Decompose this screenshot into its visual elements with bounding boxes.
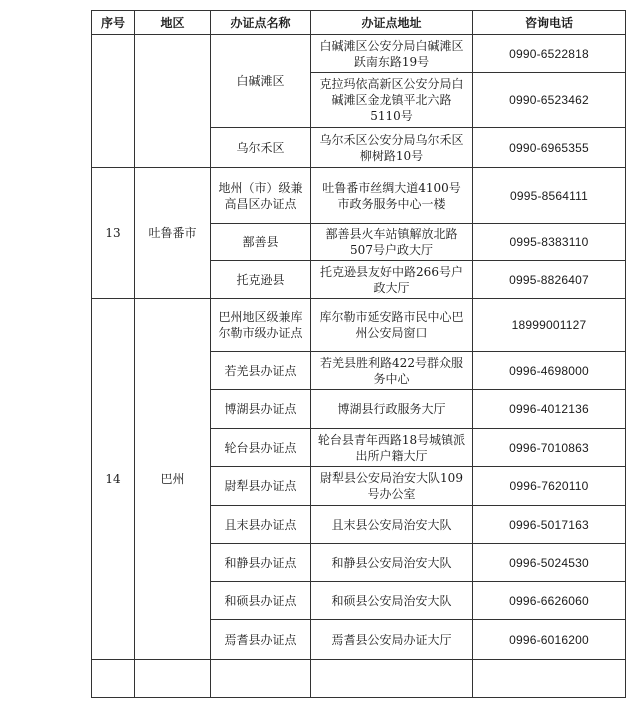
phone-cell: 0995-8826407: [473, 261, 626, 299]
address-cell: 克拉玛依高新区公安分局白碱滩区金龙镇平北六路5110号: [311, 73, 473, 128]
seq-cell: 13: [92, 168, 135, 299]
phone-cell: 0995-8383110: [473, 224, 626, 261]
empty-cell: [92, 660, 135, 698]
phone-cell: 0996-4698000: [473, 352, 626, 390]
address-cell: 乌尔禾区公安分局乌尔禾区柳树路10号: [311, 128, 473, 168]
header-phone: 咨询电话: [473, 11, 626, 35]
address-cell: 和硕县公安局治安大队: [311, 582, 473, 620]
name-cell: 且末县办证点: [211, 506, 311, 544]
phone-cell: 0990-6522818: [473, 35, 626, 73]
name-cell: 和静县办证点: [211, 544, 311, 582]
address-cell: 托克逊县友好中路266号户政大厅: [311, 261, 473, 299]
phone-cell: 0996-4012136: [473, 390, 626, 429]
address-cell: 若羌县胜利路422号群众服务中心: [311, 352, 473, 390]
phone-cell: 0996-5024530: [473, 544, 626, 582]
header-row: [92, 11, 626, 35]
address-cell: 轮台县青年西路18号城镇派出所户籍大厅: [311, 429, 473, 467]
table-row-empty: [92, 660, 626, 698]
empty-cell: [135, 660, 211, 698]
name-cell: 托克逊县: [211, 261, 311, 299]
empty-cell: [311, 660, 473, 698]
address-cell: 尉犁县公安局治安大队109号办公室: [311, 467, 473, 506]
address-cell: 且末县公安局治安大队: [311, 506, 473, 544]
region-cell-empty: [135, 35, 211, 168]
phone-cell: 0990-6965355: [473, 128, 626, 168]
name-cell: 白碱滩区: [211, 35, 311, 128]
empty-cell: [211, 660, 311, 698]
phone-cell: 0996-5017163: [473, 506, 626, 544]
name-cell: 地州（市）级兼高昌区办证点: [211, 168, 311, 224]
phone-cell: 0996-7620110: [473, 467, 626, 506]
header-address: 办证点地址: [311, 11, 473, 35]
phone-cell: 0996-6016200: [473, 620, 626, 660]
service-points-table: [91, 10, 626, 698]
table-row: [92, 299, 626, 352]
address-cell: 博湖县行政服务大厅: [311, 390, 473, 429]
address-cell: 焉耆县公安局办证大厅: [311, 620, 473, 660]
address-cell: 和静县公安局治安大队: [311, 544, 473, 582]
header-seq: 序号: [92, 11, 135, 35]
phone-cell: 0996-6626060: [473, 582, 626, 620]
table-row: [92, 168, 626, 224]
name-cell: 轮台县办证点: [211, 429, 311, 467]
seq-cell: 14: [92, 299, 135, 660]
region-cell: 吐鲁番市: [135, 168, 211, 299]
name-cell: 乌尔禾区: [211, 128, 311, 168]
region-cell: 巴州: [135, 299, 211, 660]
name-cell: 博湖县办证点: [211, 390, 311, 429]
address-cell: 库尔勒市延安路市民中心巴州公安局窗口: [311, 299, 473, 352]
header-name: 办证点名称: [211, 11, 311, 35]
address-cell: 鄯善县火车站镇解放北路507号户政大厅: [311, 224, 473, 261]
name-cell: 尉犁县办证点: [211, 467, 311, 506]
name-cell: 焉耆县办证点: [211, 620, 311, 660]
name-cell: 若羌县办证点: [211, 352, 311, 390]
address-cell: 白碱滩区公安分局白碱滩区跃南东路19号: [311, 35, 473, 73]
address-cell: 吐鲁番市丝绸大道4100号市政务服务中心一楼: [311, 168, 473, 224]
phone-cell: 0995-8564111: [473, 168, 626, 224]
seq-cell-empty: [92, 35, 135, 168]
phone-cell: 0996-7010863: [473, 429, 626, 467]
phone-cell: 0990-6523462: [473, 73, 626, 128]
phone-cell: 18999001127: [473, 299, 626, 352]
name-cell: 鄯善县: [211, 224, 311, 261]
header-region: 地区: [135, 11, 211, 35]
empty-cell: [473, 660, 626, 698]
table-row: [92, 35, 626, 73]
name-cell: 和硕县办证点: [211, 582, 311, 620]
name-cell: 巴州地区级兼库尔勒市级办证点: [211, 299, 311, 352]
